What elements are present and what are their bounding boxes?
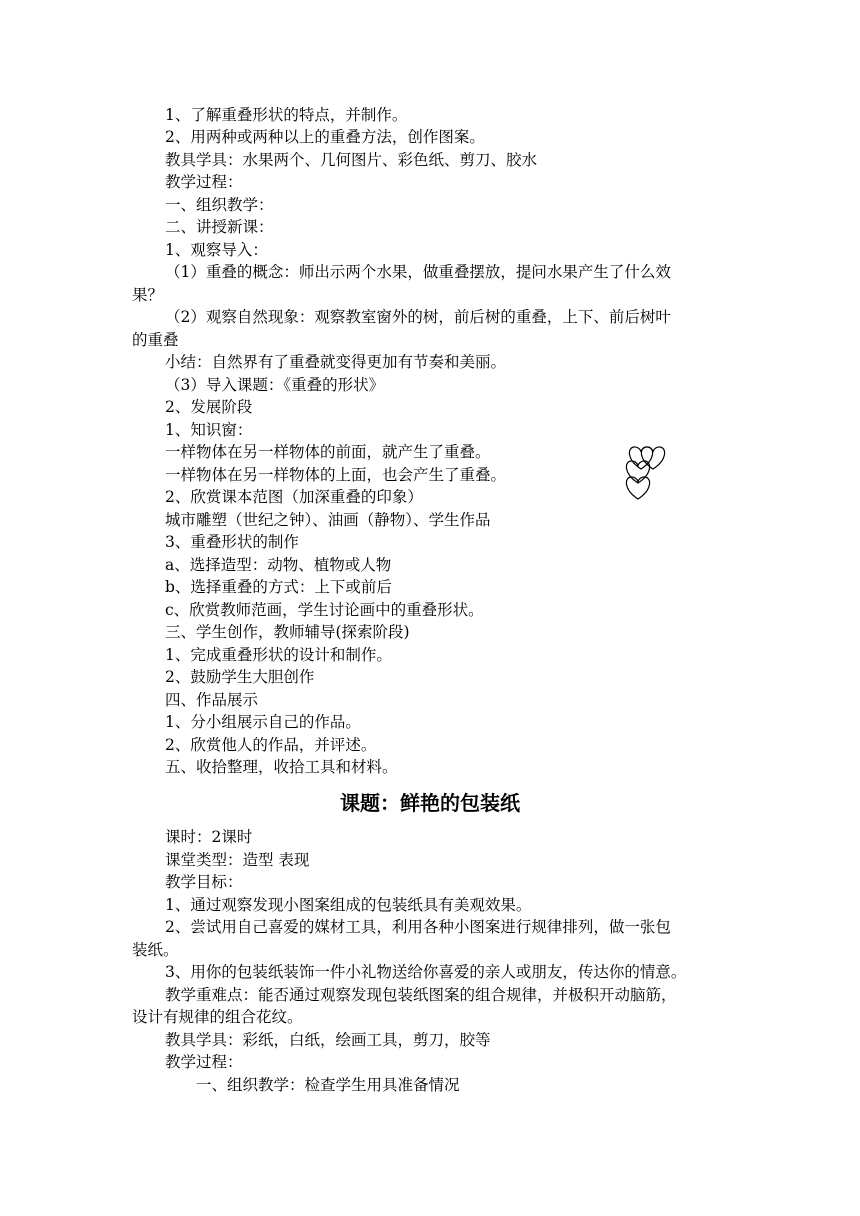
lesson-title: 课题：鲜艳的包装纸 [340, 791, 520, 815]
objective-1: 1、了解重叠形状的特点，并制作。 [165, 106, 408, 124]
step-observe: 1、观察导入： [165, 241, 268, 259]
paragraph-line: （1）重叠的概念：师出示两个水果，做重叠摆放，提问水果产生了什么效 [165, 263, 671, 281]
paragraph-line: 四、作品展示 [165, 691, 259, 709]
objectives-heading: 教学目标： [165, 873, 243, 891]
paragraph-line: 五、收拾整理，收拾工具和材料。 [165, 758, 398, 776]
step-organize: 一、组织教学： [165, 196, 274, 214]
paragraph-line: 1、分小组展示自己的作品。 [165, 713, 361, 731]
key-difficulties-cont: 设计有规律的组合花纹。 [132, 1008, 303, 1026]
paragraph-line: 一样物体在另一样物体的上面，也会产生了重叠。 [165, 466, 507, 484]
paragraph-line: 一样物体在另一样物体的前面，就产生了重叠。 [165, 443, 491, 461]
paragraph-line: 2、欣赏课本范图（加深重叠的印象） [165, 488, 423, 506]
paragraph-line: 2、欣赏他人的作品，并评述。 [165, 736, 377, 754]
objective-1: 1、通过观察发现小图案组成的包装纸具有美观效果。 [165, 896, 532, 914]
objective-2: 2、用两种或两种以上的重叠方法，创作图案。 [165, 128, 485, 146]
objective-2: 2、尝试用自己喜爱的媒材工具，利用各种小图案进行规律排列，做一张包 [165, 918, 671, 936]
objective-3: 3、用你的包装纸装饰一件小礼物送给你喜爱的亲人或朋友，传达你的情意。 [165, 963, 687, 981]
class-type: 课堂类型：造型 表现 [165, 851, 310, 869]
paragraph-line: a、选择造型：动物、植物或人物 [165, 556, 392, 574]
paragraph-line: 1、知识窗： [165, 421, 253, 439]
paragraph-line: 3、重叠形状的制作 [165, 533, 299, 551]
paragraph-line: 果？ [132, 286, 164, 304]
objective-2-cont: 装纸。 [132, 941, 179, 959]
teaching-materials: 教具学具：水果两个、几何图片、彩色纸、剪刀、胶水 [165, 151, 538, 169]
paragraph-line: （2）观察自然现象：观察教室窗外的树，前后树的重叠，上下、前后树叶 [165, 308, 671, 326]
paragraph-line: 的重叠 [132, 331, 179, 349]
summary-line: 小结：自然界有了重叠就变得更加有节奏和美丽。 [165, 353, 507, 371]
paragraph-line: 城市雕塑（世纪之钟）、油画（静物）、学生作品 [165, 511, 491, 529]
step-organize: 一、组织教学：检查学生用具准备情况 [196, 1076, 460, 1094]
overlapping-hearts-icon [620, 443, 668, 505]
paragraph-line: （3）导入课题：《重叠的形状》 [165, 376, 385, 394]
step-new-lesson: 二、讲授新课： [165, 218, 274, 236]
paragraph-line: 2、鼓励学生大胆创作 [165, 668, 315, 686]
process-heading: 教学过程： [165, 173, 243, 191]
teaching-materials: 教具学具：彩纸，白纸，绘画工具，剪刀，胶等 [165, 1031, 491, 1049]
paragraph-line: 三、学生创作，教师辅导(探索阶段) [165, 623, 410, 641]
key-difficulties: 教学重难点：能否通过观察发现包装纸图案的组合规律，并极积开动脑筋， [165, 986, 677, 1004]
paragraph-line: 2、发展阶段 [165, 398, 253, 416]
process-heading: 教学过程： [165, 1053, 243, 1071]
paragraph-line: c、欣赏教师范画，学生讨论画中的重叠形状。 [165, 601, 484, 619]
paragraph-line: 1、完成重叠形状的设计和制作。 [165, 646, 392, 664]
class-hours: 课时：2课时 [165, 828, 253, 846]
paragraph-line: b、选择重叠的方式：上下或前后 [165, 578, 392, 596]
